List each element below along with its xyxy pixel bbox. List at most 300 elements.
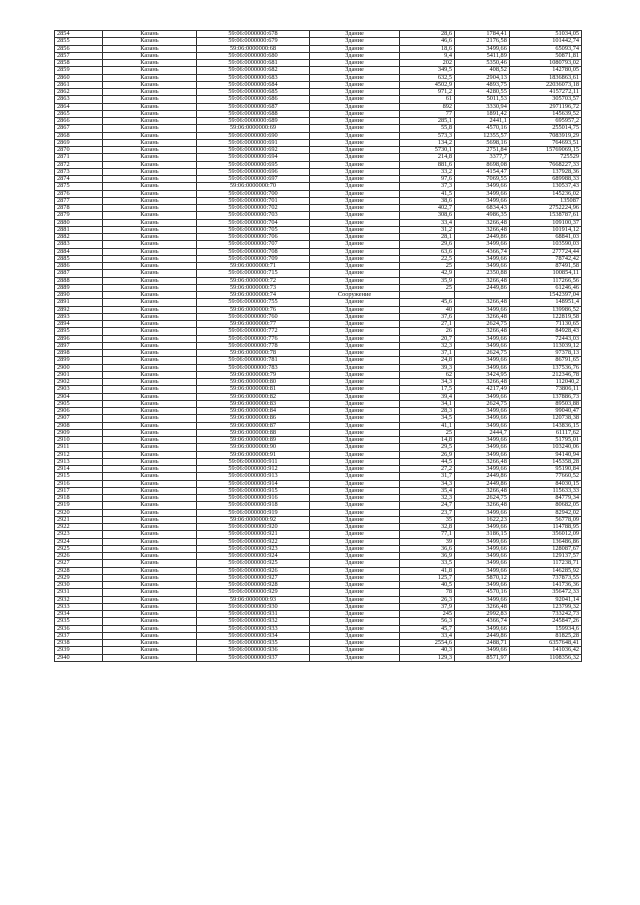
object-type-cell: Здание xyxy=(309,487,399,494)
table-row xyxy=(55,321,582,328)
table-row xyxy=(55,161,582,168)
city-cell: Казань xyxy=(102,103,196,110)
area-cell: 26,9 xyxy=(400,451,455,458)
unit-value-cell: 5698,16 xyxy=(455,139,510,146)
object-type-cell: Здание xyxy=(309,531,399,538)
row-number-cell: 2927 xyxy=(55,560,103,567)
city-cell: Казань xyxy=(102,234,196,241)
area-cell: 214,8 xyxy=(400,154,455,161)
area-cell: 971,2 xyxy=(400,89,455,96)
city-cell: Казань xyxy=(102,502,196,509)
area-cell: 134,2 xyxy=(400,139,455,146)
city-cell: Казань xyxy=(102,408,196,415)
table-row xyxy=(55,625,582,632)
cadastral-value-cell: 114788,95 xyxy=(509,524,581,531)
city-cell: Казань xyxy=(102,147,196,154)
table-row xyxy=(55,125,582,132)
area-cell: 31,7 xyxy=(400,473,455,480)
cadastral-number-cell: 59:06:0000000:755 xyxy=(197,299,310,306)
object-type-cell: Здание xyxy=(309,38,399,45)
table-row xyxy=(55,284,582,291)
cadastral-value-cell: 82942,02 xyxy=(509,509,581,516)
object-type-cell: Здание xyxy=(309,364,399,371)
row-number-cell: 2913 xyxy=(55,458,103,465)
row-number-cell: 2920 xyxy=(55,509,103,516)
row-number-cell: 2929 xyxy=(55,574,103,581)
cadastral-number-cell: 59:06:0000000:776 xyxy=(197,335,310,342)
table-row xyxy=(55,596,582,603)
cadastral-number-cell: 59:06:0000000:695 xyxy=(197,161,310,168)
row-number-cell: 2897 xyxy=(55,342,103,349)
area-cell: 28,6 xyxy=(400,31,455,38)
table-row xyxy=(55,357,582,364)
city-cell: Казань xyxy=(102,292,196,299)
row-number-cell: 2859 xyxy=(55,67,103,74)
row-number-cell: 2887 xyxy=(55,270,103,277)
row-number-cell: 2921 xyxy=(55,516,103,523)
city-cell: Казань xyxy=(102,640,196,647)
area-cell: 25 xyxy=(400,429,455,436)
row-number-cell: 2895 xyxy=(55,328,103,335)
area-cell: 14,8 xyxy=(400,437,455,444)
city-cell: Казань xyxy=(102,161,196,168)
object-type-cell: Здание xyxy=(309,582,399,589)
row-number-cell: 2871 xyxy=(55,154,103,161)
area-cell: 39,3 xyxy=(400,364,455,371)
area-cell: 38,6 xyxy=(400,197,455,204)
table-row xyxy=(55,342,582,349)
object-type-cell: Здание xyxy=(309,654,399,661)
unit-value-cell: 3499,66 xyxy=(455,45,510,52)
object-type-cell: Здание xyxy=(309,212,399,219)
area-cell: 37,9 xyxy=(400,603,455,610)
area-cell: 61 xyxy=(400,96,455,103)
cadastral-value-cell: 101914,12 xyxy=(509,226,581,233)
cadastral-number-cell: 59:06:0000000:936 xyxy=(197,647,310,654)
cadastral-number-cell: 59:06:0000000:697 xyxy=(197,176,310,183)
area-cell: 62 xyxy=(400,371,455,378)
cadastral-value-cell: 159934,6 xyxy=(509,625,581,632)
area-cell: 46,6 xyxy=(400,38,455,45)
row-number-cell: 2884 xyxy=(55,248,103,255)
cadastral-number-cell: 59:06:0000000:696 xyxy=(197,168,310,175)
city-cell: Казань xyxy=(102,437,196,444)
row-number-cell: 2906 xyxy=(55,408,103,415)
unit-value-cell: 3266,48 xyxy=(455,603,510,610)
unit-value-cell: 3499,66 xyxy=(455,582,510,589)
row-number-cell: 2893 xyxy=(55,313,103,320)
cadastral-value-cell: 2752224,96 xyxy=(509,205,581,212)
area-cell: 29,6 xyxy=(400,241,455,248)
city-cell: Казань xyxy=(102,342,196,349)
area-cell: 22,5 xyxy=(400,255,455,262)
table-row xyxy=(55,306,582,313)
row-number-cell: 2900 xyxy=(55,364,103,371)
unit-value-cell: 4570,16 xyxy=(455,589,510,596)
object-type-cell: Здание xyxy=(309,125,399,132)
unit-value-cell: 3499,66 xyxy=(455,342,510,349)
cadastral-number-cell: 59:06:0000000:74 xyxy=(197,292,310,299)
table-row xyxy=(55,103,582,110)
row-number-cell: 2924 xyxy=(55,538,103,545)
table-row xyxy=(55,640,582,647)
city-cell: Казань xyxy=(102,654,196,661)
object-type-cell: Здание xyxy=(309,190,399,197)
cadastral-number-cell: 59:06:0000000:682 xyxy=(197,67,310,74)
cadastral-number-cell: 59:06:0000000:920 xyxy=(197,524,310,531)
area-cell: 36,9 xyxy=(400,553,455,560)
area-cell: 5730,1 xyxy=(400,147,455,154)
unit-value-cell: 3499,66 xyxy=(455,190,510,197)
object-type-cell: Здание xyxy=(309,574,399,581)
table-row xyxy=(55,509,582,516)
table-row xyxy=(55,437,582,444)
object-type-cell: Здание xyxy=(309,444,399,451)
area-cell xyxy=(400,292,455,299)
city-cell: Казань xyxy=(102,176,196,183)
unit-value-cell: 3499,66 xyxy=(455,596,510,603)
object-type-cell: Здание xyxy=(309,400,399,407)
area-cell: 32,8 xyxy=(400,524,455,531)
table-row xyxy=(55,654,582,661)
table-row xyxy=(55,371,582,378)
city-cell: Казань xyxy=(102,473,196,480)
city-cell: Казань xyxy=(102,364,196,371)
cadastral-value-cell: 71130,65 xyxy=(509,321,581,328)
object-type-cell: Здание xyxy=(309,611,399,618)
row-number-cell: 2928 xyxy=(55,567,103,574)
area-cell: 37,6 xyxy=(400,313,455,320)
cadastral-number-cell: 59:06:0000000:88 xyxy=(197,429,310,436)
city-cell: Казань xyxy=(102,96,196,103)
city-cell: Казань xyxy=(102,603,196,610)
row-number-cell: 2940 xyxy=(55,654,103,661)
area-cell: 45,7 xyxy=(400,625,455,632)
city-cell: Казань xyxy=(102,277,196,284)
row-number-cell: 2930 xyxy=(55,582,103,589)
object-type-cell: Здание xyxy=(309,299,399,306)
object-type-cell: Здание xyxy=(309,284,399,291)
cadastral-value-cell: 764693,51 xyxy=(509,139,581,146)
table-row xyxy=(55,647,582,654)
table-row xyxy=(55,560,582,567)
unit-value-cell: 3499,66 xyxy=(455,545,510,552)
city-cell: Казань xyxy=(102,618,196,625)
row-number-cell: 2904 xyxy=(55,393,103,400)
object-type-cell: Здание xyxy=(309,226,399,233)
area-cell: 33,5 xyxy=(400,560,455,567)
unit-value-cell: 2449,86 xyxy=(455,632,510,639)
city-cell: Казань xyxy=(102,321,196,328)
cadastral-number-cell: 59:06:0000000:702 xyxy=(197,205,310,212)
city-cell: Казань xyxy=(102,545,196,552)
row-number-cell: 2877 xyxy=(55,197,103,204)
table-row xyxy=(55,458,582,465)
object-type-cell: Здание xyxy=(309,589,399,596)
table-row xyxy=(55,67,582,74)
cadastral-value-cell: 245847,26 xyxy=(509,618,581,625)
unit-value-cell: 4154,47 xyxy=(455,168,510,175)
object-type-cell: Здание xyxy=(309,31,399,38)
unit-value-cell: 3499,66 xyxy=(455,393,510,400)
cadastral-value-cell: 95190,84 xyxy=(509,466,581,473)
row-number-cell: 2858 xyxy=(55,60,103,67)
city-cell: Казань xyxy=(102,560,196,567)
cadastral-number-cell: 59:06:0000000:76 xyxy=(197,306,310,313)
unit-value-cell: 1622,23 xyxy=(455,516,510,523)
table-row xyxy=(55,531,582,538)
table-row xyxy=(55,270,582,277)
table-row xyxy=(55,241,582,248)
object-type-cell: Здание xyxy=(309,451,399,458)
row-number-cell: 2935 xyxy=(55,618,103,625)
table-row xyxy=(55,118,582,125)
table-row xyxy=(55,226,582,233)
cadastral-number-cell: 59:06:0000000:778 xyxy=(197,342,310,349)
cadastral-number-cell: 59:06:0000000:911 xyxy=(197,458,310,465)
object-type-cell: Здание xyxy=(309,241,399,248)
object-type-cell: Здание xyxy=(309,132,399,139)
row-number-cell: 2894 xyxy=(55,321,103,328)
cadastral-value-cell: 148951,4 xyxy=(509,299,581,306)
cadastral-value-cell: 117238,71 xyxy=(509,560,581,567)
area-cell: 32,3 xyxy=(400,342,455,349)
cadastral-value-cell: 86791,65 xyxy=(509,357,581,364)
city-cell: Казань xyxy=(102,335,196,342)
cadastral-value-cell: 73806,11 xyxy=(509,386,581,393)
cadastral-value-cell: 737873,55 xyxy=(509,574,581,581)
cadastral-value-cell: 6357648,41 xyxy=(509,640,581,647)
object-type-cell: Здание xyxy=(309,647,399,654)
row-number-cell: 2891 xyxy=(55,299,103,306)
unit-value-cell: 3266,48 xyxy=(455,328,510,335)
object-type-cell: Здание xyxy=(309,154,399,161)
table-row xyxy=(55,444,582,451)
row-number-cell: 2923 xyxy=(55,531,103,538)
object-type-cell: Здание xyxy=(309,81,399,88)
cadastral-number-cell: 59:06:0000000:686 xyxy=(197,96,310,103)
cadastral-value-cell: 92041,14 xyxy=(509,596,581,603)
city-cell: Казань xyxy=(102,625,196,632)
unit-value-cell: 3266,48 xyxy=(455,219,510,226)
unit-value-cell: 3499,66 xyxy=(455,197,510,204)
row-number-cell: 2898 xyxy=(55,350,103,357)
cadastral-value-cell: 61246,46 xyxy=(509,284,581,291)
area-cell: 34,3 xyxy=(400,379,455,386)
table-row xyxy=(55,422,582,429)
unit-value-cell: 2992,83 xyxy=(455,611,510,618)
cadastral-number-cell: 59:06:0000000:72 xyxy=(197,277,310,284)
table-row xyxy=(55,393,582,400)
area-cell: 37,3 xyxy=(400,183,455,190)
unit-value-cell: 3499,66 xyxy=(455,625,510,632)
area-cell: 402,7 xyxy=(400,205,455,212)
cadastral-value-cell: 135087 xyxy=(509,197,581,204)
table-row xyxy=(55,415,582,422)
table-row xyxy=(55,81,582,88)
row-number-cell: 2909 xyxy=(55,429,103,436)
unit-value-cell: 3499,66 xyxy=(455,422,510,429)
cadastral-value-cell: 77660,52 xyxy=(509,473,581,480)
area-cell: 285,1 xyxy=(400,118,455,125)
row-number-cell: 2917 xyxy=(55,487,103,494)
cadastral-number-cell: 59:06:0000000:760 xyxy=(197,313,310,320)
object-type-cell: Здание xyxy=(309,313,399,320)
row-number-cell: 2855 xyxy=(55,38,103,45)
area-cell: 2554,6 xyxy=(400,640,455,647)
object-type-cell: Здание xyxy=(309,60,399,67)
unit-value-cell: 12355,57 xyxy=(455,132,510,139)
area-cell: 36,6 xyxy=(400,545,455,552)
cadastral-value-cell: 695957,2 xyxy=(509,118,581,125)
unit-value-cell: 3266,48 xyxy=(455,277,510,284)
area-cell: 25 xyxy=(400,284,455,291)
cadastral-value-cell: 137536,76 xyxy=(509,364,581,371)
object-type-cell: Здание xyxy=(309,110,399,117)
area-cell: 4502,9 xyxy=(400,81,455,88)
row-number-cell: 2932 xyxy=(55,596,103,603)
area-cell: 892 xyxy=(400,103,455,110)
row-number-cell: 2916 xyxy=(55,480,103,487)
cadastral-value-cell: 72443,03 xyxy=(509,335,581,342)
table-row xyxy=(55,110,582,117)
area-cell: 39,4 xyxy=(400,393,455,400)
city-cell: Казань xyxy=(102,444,196,451)
cadastral-value-cell: 142780,05 xyxy=(509,67,581,74)
city-cell: Казань xyxy=(102,480,196,487)
row-number-cell: 2903 xyxy=(55,386,103,393)
unit-value-cell: 2449,86 xyxy=(455,473,510,480)
object-type-cell: Здание xyxy=(309,52,399,59)
table-row xyxy=(55,618,582,625)
area-cell: 26,3 xyxy=(400,596,455,603)
cadastral-value-cell: 51795,01 xyxy=(509,437,581,444)
object-type-cell: Здание xyxy=(309,270,399,277)
object-type-cell: Здание xyxy=(309,219,399,226)
city-cell: Казань xyxy=(102,386,196,393)
table-row xyxy=(55,400,582,407)
cadastral-value-cell: 84928,43 xyxy=(509,328,581,335)
city-cell: Казань xyxy=(102,241,196,248)
area-cell: 37,1 xyxy=(400,350,455,357)
row-number-cell: 2888 xyxy=(55,277,103,284)
unit-value-cell: 2444,7 xyxy=(455,429,510,436)
city-cell: Казань xyxy=(102,611,196,618)
area-cell: 34,3 xyxy=(400,480,455,487)
row-number-cell: 2938 xyxy=(55,640,103,647)
area-cell: 202 xyxy=(400,60,455,67)
cadastral-number-cell: 59:06:0000000:703 xyxy=(197,212,310,219)
row-number-cell: 2856 xyxy=(55,45,103,52)
city-cell: Казань xyxy=(102,125,196,132)
city-cell: Казань xyxy=(102,524,196,531)
area-cell: 77,1 xyxy=(400,531,455,538)
table-row xyxy=(55,335,582,342)
cadastral-number-cell: 59:06:0000000:932 xyxy=(197,618,310,625)
area-cell: 25 xyxy=(400,263,455,270)
table-row xyxy=(55,219,582,226)
cadastral-number-cell: 59:06:0000000:701 xyxy=(197,197,310,204)
table-row xyxy=(55,466,582,473)
table-row xyxy=(55,89,582,96)
cadastral-number-cell: 59:06:0000000:687 xyxy=(197,103,310,110)
cadastral-number-cell: 59:06:0000000:71 xyxy=(197,263,310,270)
city-cell: Казань xyxy=(102,132,196,139)
unit-value-cell: 2449,86 xyxy=(455,480,510,487)
cadastral-number-cell: 59:06:0000000:93 xyxy=(197,596,310,603)
unit-value-cell: 3186,15 xyxy=(455,531,510,538)
city-cell: Казань xyxy=(102,168,196,175)
city-cell: Казань xyxy=(102,553,196,560)
unit-value-cell: 2176,58 xyxy=(455,38,510,45)
area-cell: 26 xyxy=(400,328,455,335)
area-cell: 28,1 xyxy=(400,234,455,241)
cadastral-number-cell: 59:06:0000000:772 xyxy=(197,328,310,335)
cadastral-number-cell: 59:06:0000000:708 xyxy=(197,248,310,255)
area-cell: 881,6 xyxy=(400,161,455,168)
unit-value-cell: 3266,48 xyxy=(455,299,510,306)
area-cell: 41,8 xyxy=(400,567,455,574)
row-number-cell: 2883 xyxy=(55,241,103,248)
table-row xyxy=(55,589,582,596)
row-number-cell: 2868 xyxy=(55,132,103,139)
table-row xyxy=(55,313,582,320)
city-cell: Казань xyxy=(102,89,196,96)
city-cell: Казань xyxy=(102,139,196,146)
unit-value-cell: 2624,75 xyxy=(455,400,510,407)
area-cell: 44,5 xyxy=(400,458,455,465)
unit-value-cell: 2624,75 xyxy=(455,495,510,502)
object-type-cell: Здание xyxy=(309,255,399,262)
city-cell: Казань xyxy=(102,357,196,364)
cadastral-number-cell: 59:06:0000000:919 xyxy=(197,509,310,516)
area-cell: 573,3 xyxy=(400,132,455,139)
cadastral-number-cell: 59:06:0000000:931 xyxy=(197,611,310,618)
table-row xyxy=(55,31,582,38)
city-cell: Казань xyxy=(102,110,196,117)
area-cell: 33,4 xyxy=(400,632,455,639)
city-cell: Казань xyxy=(102,379,196,386)
cadastral-number-cell: 59:06:0000000:913 xyxy=(197,473,310,480)
table-row xyxy=(55,495,582,502)
table-row xyxy=(55,545,582,552)
city-cell: Казань xyxy=(102,197,196,204)
area-cell: 28,3 xyxy=(400,408,455,415)
row-number-cell: 2872 xyxy=(55,161,103,168)
cadastral-value-cell: 146285,92 xyxy=(509,567,581,574)
object-type-cell: Здание xyxy=(309,103,399,110)
cadastral-value-cell: 137928,36 xyxy=(509,168,581,175)
row-number-cell: 2933 xyxy=(55,603,103,610)
cadastral-value-cell: 145358,28 xyxy=(509,458,581,465)
unit-value-cell: 2624,75 xyxy=(455,321,510,328)
area-cell: 33,2 xyxy=(400,168,455,175)
cadastral-value-cell: 129137,57 xyxy=(509,553,581,560)
area-cell: 41,5 xyxy=(400,190,455,197)
unit-value-cell: 4366,74 xyxy=(455,248,510,255)
cadastral-value-cell: 80682,05 xyxy=(509,502,581,509)
cadastral-value-cell: 117266,56 xyxy=(509,277,581,284)
row-number-cell: 2885 xyxy=(55,255,103,262)
unit-value-cell: 3499,66 xyxy=(455,553,510,560)
city-cell: Казань xyxy=(102,451,196,458)
table-body xyxy=(55,31,582,662)
cadastral-value-cell: 1108356,32 xyxy=(509,654,581,661)
cadastral-number-cell: 59:06:0000000:912 xyxy=(197,466,310,473)
cadastral-number-cell: 59:06:0000000:933 xyxy=(197,625,310,632)
cadastral-number-cell: 59:06:0000000:69 xyxy=(197,125,310,132)
cadastral-number-cell: 59:06:0000000:704 xyxy=(197,219,310,226)
